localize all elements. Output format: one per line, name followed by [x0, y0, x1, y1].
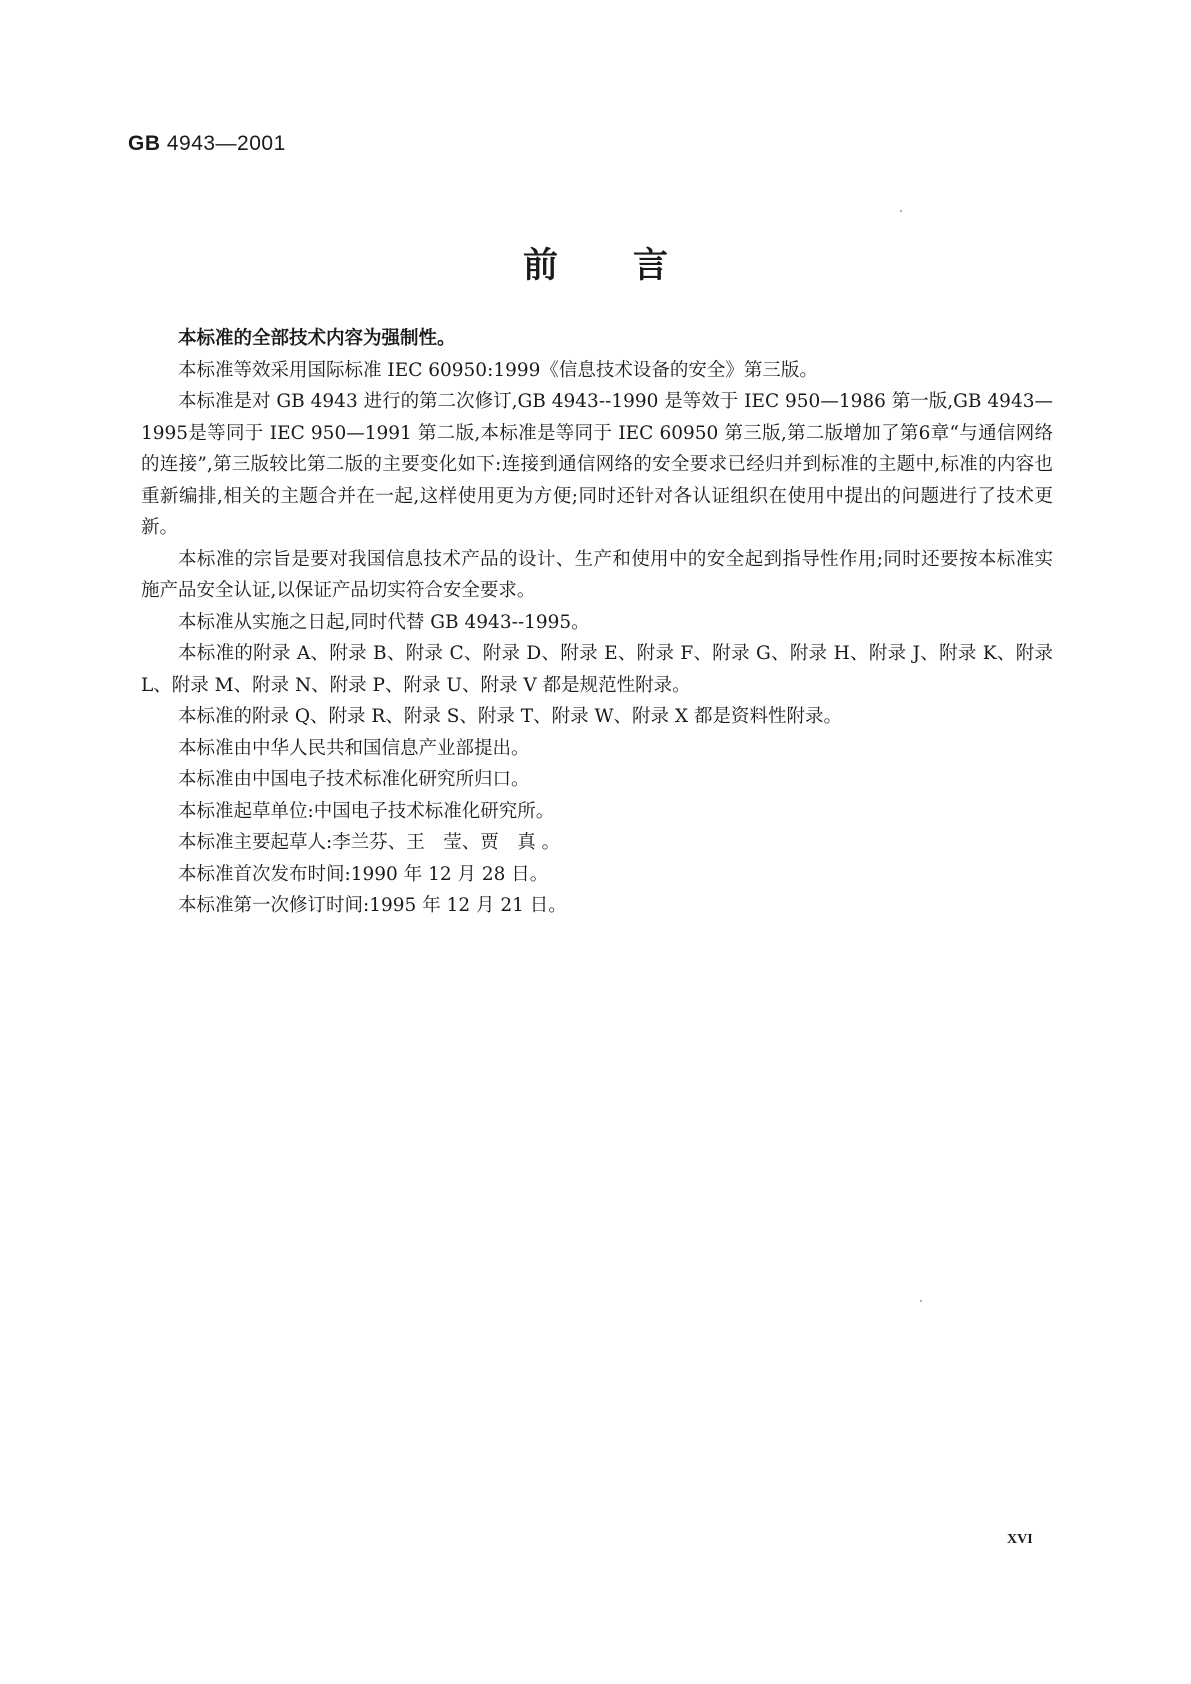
paragraph-technical-committee: 本标准由中国电子技术标准化研究所归口。 [178, 769, 530, 790]
paragraph-replacement: 本标准从实施之日起,同时代替 GB 4943--1995。 [178, 611, 590, 633]
standard-prefix: GB [128, 132, 161, 155]
paragraph-mandatory: 本标准的全部技术内容为强制性。 [178, 328, 456, 349]
page-title: 前言 [522, 246, 743, 286]
paragraph-drafting-unit: 本标准起草单位:中国电子技术标准化研究所。 [178, 800, 555, 822]
paragraph-first-revision: 本标准第一次修订时间:1995 年 12 月 21 日。 [178, 895, 567, 916]
page-number: XVI [1007, 1532, 1033, 1547]
foreword-body [141, 323, 1053, 922]
scan-speck [920, 1300, 922, 1302]
paragraph-purpose: 本标准的宗旨是要对我国信息技术产品的设计、生产和使用中的安全起到指导性作用;同时还要按本标准实施产品安全认证,以保证产品切实符合安全要求。 [141, 548, 1053, 601]
standard-code: 4943—2001 [160, 132, 286, 155]
paragraph-revision-history: 本标准是对 GB 4943 进行的第二次修订,GB 4943--1990 是等效于 IEC 950—1986 第一版,GB 4943—1995是等同于 IEC 950—1991 第二版,本标准是等同于 IEC 60950 第三版,第二版增加了第6章“与通信网络的连接”,第三版较比第二版的主要变化如下:连接到通信网络的安全要求已经归并到标准的主题中,标准的内容也重新编排,相关的主题合并在一起,这样使用更为方便;同时还针对各认证组织在使用中提出的问题进行了技术更新。 [141, 391, 1053, 538]
paragraph-proposer: 本标准由中华人民共和国信息产业部提出。 [178, 737, 530, 759]
paragraph-informative-annexes: 本标准的附录 Q、附录 R、附录 S、附录 T、附录 W、附录 X 都是资料性附录。 [178, 706, 842, 727]
standard-number-header [128, 132, 286, 156]
paragraph-first-release: 本标准首次发布时间:1990 年 12 月 28 日。 [178, 863, 549, 885]
scan-speck [900, 210, 902, 212]
paragraph-normative-annexes: 本标准的附录 A、附录 B、附录 C、附录 D、附录 E、附录 F、附录 G、附录 H、附录 J、附录 K、附录 L、附录 M、附录 N、附录 P、附录 U、附录 V 都是规范性附录。 [141, 643, 1053, 696]
paragraph-drafters: 本标准主要起草人:李兰芬、王 莹、贾 真 。 [178, 832, 561, 853]
paragraph-adoption: 本标准等效采用国际标准 IEC 60950:1999《信息技术设备的安全》第三版。 [178, 359, 818, 381]
